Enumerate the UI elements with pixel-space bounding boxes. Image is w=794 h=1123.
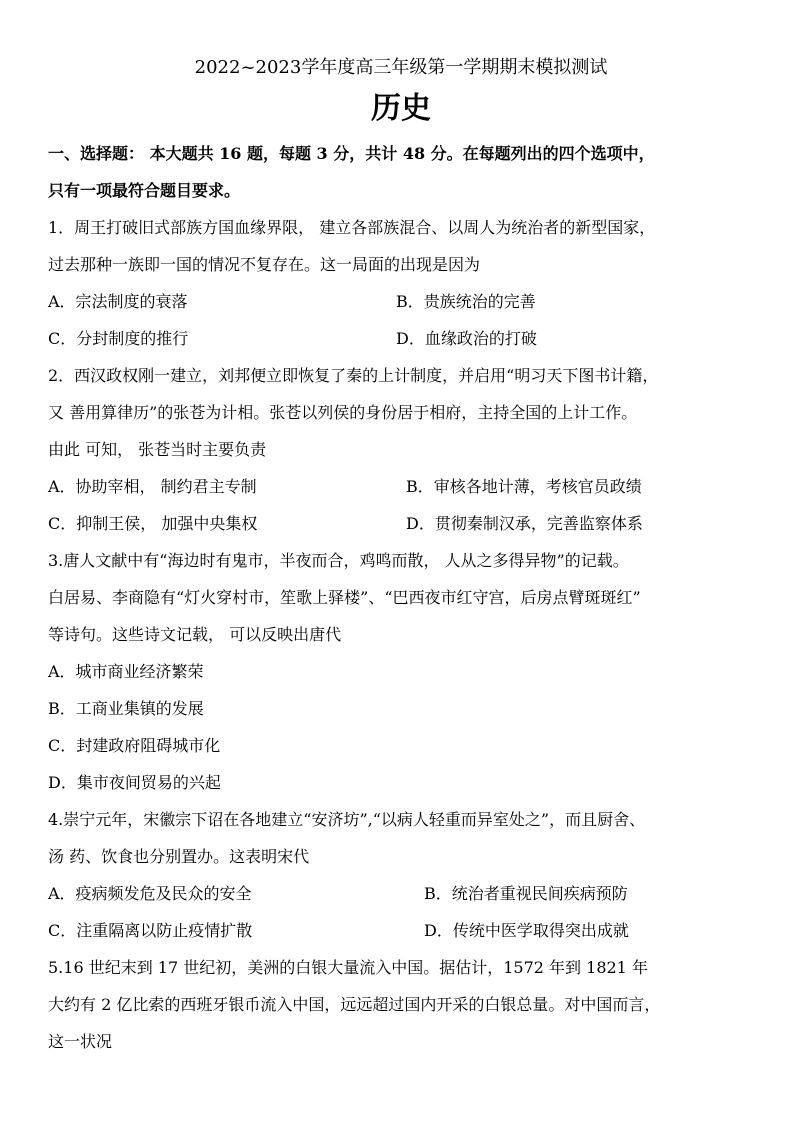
question-3-stem-line-3: 等诗句。这些诗文记载， 可以反映出唐代	[48, 625, 342, 644]
question-5-stem-line-1: 5.16 世纪末到 17 世纪初，美洲的白银大量流入中国。据估计，1572 年到 1821 年	[48, 958, 648, 977]
section-instructions-line-1: 一、选择题： 本大题共 16 题，每题 3 分，共计 48 分。在每题列出的四个选项中，	[48, 144, 655, 163]
question-5	[48, 949, 754, 1060]
question-4-option-b[interactable]: B．统治者重视民间疾病预防	[424, 884, 628, 903]
question-3-option-a[interactable]: A．城市商业经济繁荣	[48, 662, 204, 681]
question-4-stem-line-1: 4.崇宁元年，宋徽宗下诏在各地建立“安济坊”,“以病人轻重而异室处之”，而且厨舍、	[48, 810, 646, 829]
question-2-stem-line-1: 2．西汉政权刚一建立，刘邦便立即恢复了秦的上计制度，并启用“明习天下图书计籍，	[48, 366, 659, 385]
question-1	[48, 209, 754, 357]
question-1-option-b[interactable]: B．贵族统治的完善	[396, 292, 536, 311]
question-2-option-a[interactable]: A．协助宰相， 制约君主专制	[48, 477, 257, 496]
question-4-options	[48, 875, 754, 949]
question-2-option-d[interactable]: D．贯彻秦制汉承，完善监察体系	[406, 514, 643, 533]
question-1-option-d[interactable]: D．血缘政治的打破	[396, 329, 537, 348]
question-4-stem-line-2: 汤 药、饮食也分别置办。这表明宋代	[48, 847, 310, 866]
question-4	[48, 801, 754, 949]
question-4-option-a[interactable]: A．疫病频发危及民众的安全	[48, 884, 252, 903]
question-3-stem-line-1: 3.唐人文献中有“海边时有鬼市，半夜而合，鸡鸣而散， 人从之多得异物”的记载。	[48, 551, 629, 570]
question-3-stem-line-2: 白居易、李商隐有“灯火穿村市，笙歌上驿楼”、“巴西夜市红守宫，后房点臂斑斑红”	[48, 588, 641, 607]
subject-title: 历史	[371, 91, 431, 126]
question-1-option-a[interactable]: A．宗法制度的衰落	[48, 292, 188, 311]
question-3-option-c[interactable]: C．封建政府阻碍城市化	[48, 736, 221, 755]
question-3-option-d[interactable]: D．集市夜间贸易的兴起	[48, 773, 221, 792]
question-5-stem-line-2: 大约有 2 亿比索的西班牙银币流入中国，远远超过国内开采的白银总量。对中国而言，	[48, 995, 661, 1014]
question-2	[48, 357, 754, 542]
question-4-option-d[interactable]: D．传统中医学取得突出成就	[424, 921, 629, 940]
section-instructions-line-2: 只有一项最符合题目要求。	[48, 181, 241, 200]
question-2-options	[48, 468, 754, 542]
question-1-stem-line-1: 1．周王打破旧式部族方国血缘界限， 建立各部族混合、以周人为统治者的新型国家，	[48, 218, 656, 237]
question-4-option-c[interactable]: C．注重隔离以防止疫情扩散	[48, 921, 253, 940]
question-2-option-b[interactable]: B．审核各地计薄，考核官员政绩	[406, 477, 642, 496]
question-2-option-c[interactable]: C．抑制王侯， 加强中央集权	[48, 514, 258, 533]
question-2-stem-line-2: 又 善用算律历”的张苍为计相。张苍以列侯的身份居于相府，主持全国的上计工作。	[48, 403, 638, 422]
question-1-stem-line-2: 过去那种一族即一国的情况不复存在。这一局面的出现是因为	[48, 255, 481, 274]
question-3	[48, 542, 754, 801]
question-3-options	[48, 653, 754, 801]
question-3-option-b[interactable]: B．工商业集镇的发展	[48, 699, 204, 718]
question-2-stem-line-3: 由此 可知， 张苍当时主要负责	[48, 440, 267, 459]
question-1-options	[48, 283, 754, 357]
question-5-stem-line-3: 这一状况	[48, 1032, 113, 1051]
question-1-option-c[interactable]: C．分封制度的推行	[48, 329, 189, 348]
exam-title: 2022~2023学年度高三年级第一学期期末模拟测试	[194, 57, 608, 78]
